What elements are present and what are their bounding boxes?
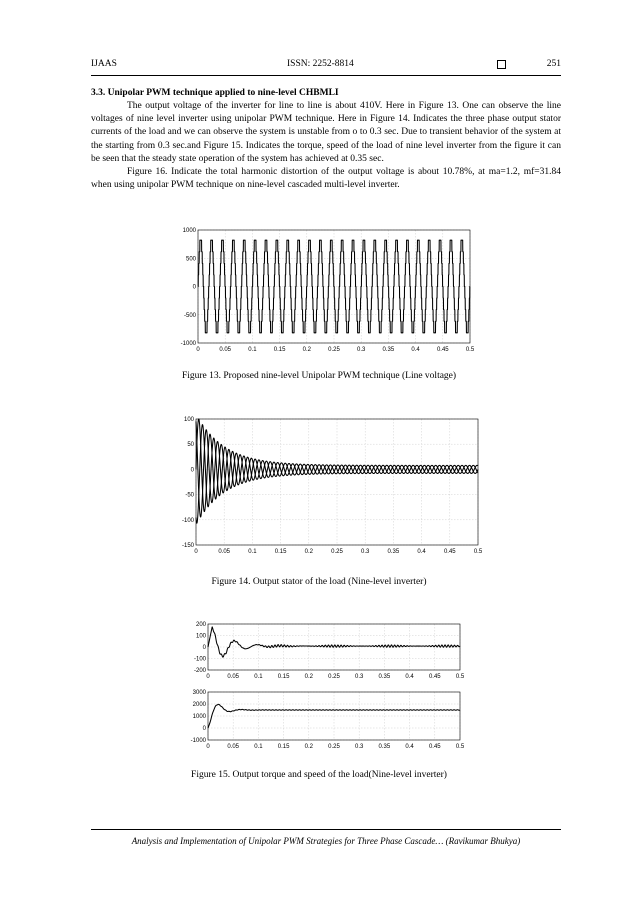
x-tick-label: 0.4 xyxy=(405,744,414,750)
x-tick-label: 0.5 xyxy=(455,744,465,750)
y-tick-label: -50 xyxy=(185,492,194,499)
x-tick-label: 0.4 xyxy=(411,347,420,353)
x-tick-label: 0.05 xyxy=(227,674,240,680)
x-tick-label: 0 xyxy=(206,674,210,680)
figure-13-chart xyxy=(170,224,480,356)
x-tick-label: 0.5 xyxy=(465,347,475,353)
x-tick-label: 0.2 xyxy=(304,674,313,680)
x-tick-label: 0.05 xyxy=(227,744,240,750)
x-tick-label: 0.15 xyxy=(277,674,290,680)
y-tick-label: 0 xyxy=(190,467,194,474)
x-tick-label: 0.15 xyxy=(274,549,287,555)
x-tick-label: 0.2 xyxy=(304,744,313,750)
y-tick-label: 1000 xyxy=(192,714,206,720)
x-tick-label: 0 xyxy=(194,549,198,555)
x-tick-label: 0.35 xyxy=(387,549,400,555)
y-tick-label: -150 xyxy=(181,543,194,549)
figure-15-torque-chart xyxy=(180,620,470,680)
y-tick-label: -500 xyxy=(183,312,196,319)
x-tick-label: 0.25 xyxy=(328,744,340,750)
x-tick-label: 0.25 xyxy=(331,549,343,555)
footer-divider xyxy=(91,829,561,830)
x-tick-label: 0.35 xyxy=(382,347,395,353)
x-tick-label: 0.3 xyxy=(361,549,370,555)
page-header xyxy=(91,59,561,73)
x-tick-label: 0.05 xyxy=(219,347,232,353)
y-tick-label: -1000 xyxy=(190,738,206,744)
x-tick-label: 0.4 xyxy=(405,674,414,680)
y-tick-label: 3000 xyxy=(192,690,206,696)
paragraph: Figure 16. Indicate the total harmonic distortion of the output voltage is about 10.78%, at ma=1.2, mf=31.84 when using unipolar PWM technique on nine-level cascaded multi-level inverter. xyxy=(91,167,561,191)
x-tick-label: 0.05 xyxy=(218,549,231,555)
y-tick-label: 0 xyxy=(192,284,196,291)
x-tick-label: 0.1 xyxy=(254,674,263,680)
y-tick-label: 50 xyxy=(187,442,194,449)
y-tick-label: 0 xyxy=(202,645,206,651)
header-divider xyxy=(91,75,561,76)
x-tick-label: 0.35 xyxy=(378,674,391,680)
x-tick-label: 0.1 xyxy=(248,347,257,353)
x-tick-label: 0.3 xyxy=(357,347,366,353)
x-tick-label: 0.15 xyxy=(273,347,286,353)
y-tick-label: 100 xyxy=(195,633,206,640)
y-tick-label: 100 xyxy=(183,417,194,423)
x-tick-label: 0.3 xyxy=(355,674,364,680)
x-tick-label: 0.45 xyxy=(428,744,441,750)
x-tick-label: 0.45 xyxy=(443,549,456,555)
x-tick-label: 0.1 xyxy=(248,549,257,555)
x-tick-label: 0.5 xyxy=(473,549,483,555)
y-tick-label: 0 xyxy=(202,726,206,732)
figure-13-plot xyxy=(170,224,480,356)
figure-14-chart xyxy=(170,413,490,559)
x-tick-label: 0.35 xyxy=(378,744,391,750)
y-tick-label: 500 xyxy=(185,256,196,263)
x-tick-label: 0.25 xyxy=(328,674,340,680)
paragraph: The output voltage of the inverter for line to line is about 410V. Here in Figure 13. One can observe the line voltages of nine level inverter using unipolar PWM technique. Here in Figure 14. Indicates the three phase output stator currents of the load and we can observe the system is unstable from o to 0.3 sec. Due to transient behavior of the system at the starting from 0.3 sec.and Figure 15. Indicates the torque, speed of the load of nine level inverter from the figure it can be seen that the steady state operation of the system has achieved at 0.35 sec. xyxy=(91,101,561,164)
x-tick-label: 0.45 xyxy=(436,347,449,353)
x-tick-label: 0.2 xyxy=(302,347,311,353)
figure-14-caption: Figure 14. Output stator of the load (Nine-level inverter) xyxy=(211,577,427,587)
y-tick-label: 200 xyxy=(195,622,206,628)
x-tick-label: 0 xyxy=(196,347,200,353)
section-title: 3.3. Unipolar PWM technique applied to nine-level CHBMLI xyxy=(91,88,339,98)
checkbox-icon xyxy=(497,60,506,69)
x-tick-label: 0.3 xyxy=(355,744,364,750)
x-tick-label: 0.45 xyxy=(428,674,441,680)
page-number: 251 xyxy=(546,59,561,69)
x-tick-label: 0.4 xyxy=(417,549,426,555)
x-tick-label: 0.2 xyxy=(304,549,313,555)
x-tick-label: 0.25 xyxy=(328,347,340,353)
y-tick-label: -100 xyxy=(193,656,206,663)
figure-15-speed-chart xyxy=(180,688,470,750)
x-tick-label: 0 xyxy=(206,744,210,750)
body-text xyxy=(91,100,561,192)
x-tick-label: 0.15 xyxy=(277,744,290,750)
page-footer: Analysis and Implementation of Unipolar PWM Strategies for Three Phase Cascade… (Ravikumar Bhukya) xyxy=(131,836,521,846)
y-tick-label: 1000 xyxy=(182,228,196,234)
x-tick-label: 0.5 xyxy=(455,674,465,680)
issn: ISSN: 2252-8814 xyxy=(287,59,354,69)
y-tick-label: -1000 xyxy=(180,341,196,347)
journal-name: IJAAS xyxy=(91,59,117,69)
y-tick-label: 2000 xyxy=(192,702,206,708)
figure-15-caption: Figure 15. Output torque and speed of the load(Nine-level inverter) xyxy=(191,770,447,780)
figure-13-caption: Figure 13. Proposed nine-level Unipolar PWM technique (Line voltage) xyxy=(181,371,457,381)
figure-14-plot xyxy=(170,413,490,559)
x-tick-label: 0.1 xyxy=(254,744,263,750)
y-tick-label: -100 xyxy=(181,517,194,524)
figure-15-speed-plot xyxy=(180,688,470,750)
y-tick-label: -200 xyxy=(193,668,206,674)
figure-15-torque-plot xyxy=(180,620,470,680)
